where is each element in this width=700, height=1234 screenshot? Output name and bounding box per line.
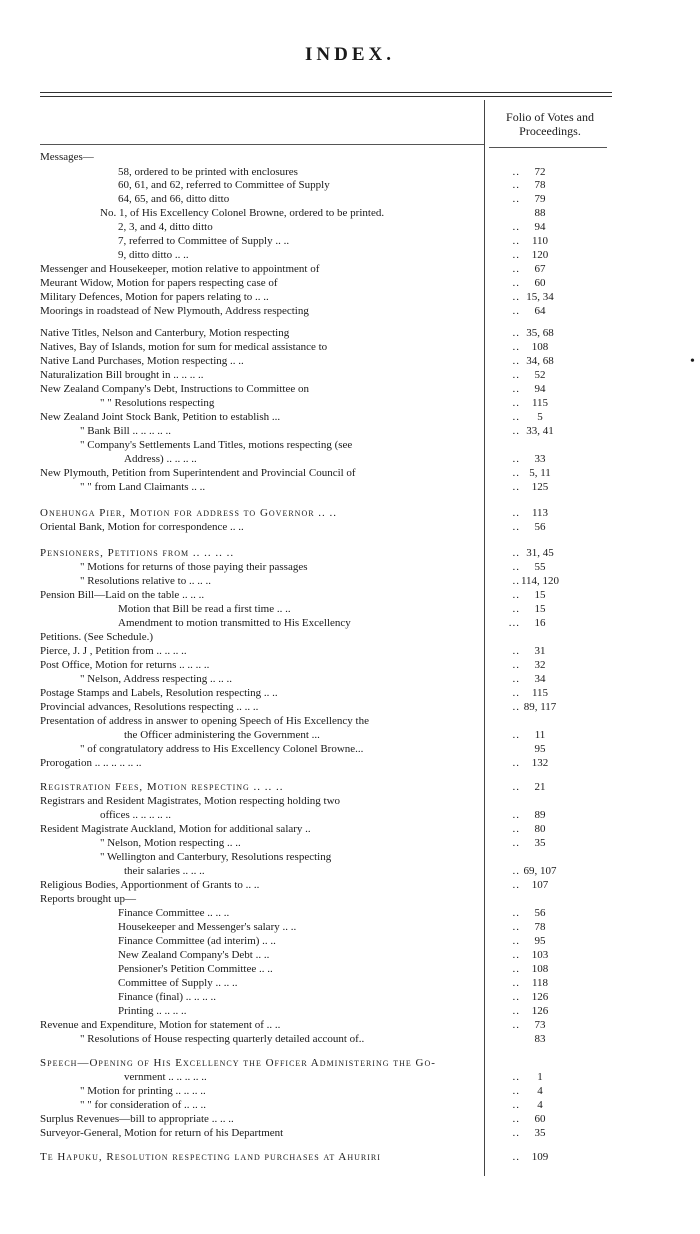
entry-folio: 15 [534,603,546,615]
index-entry [40,304,610,318]
entry-folio: 107 [531,879,549,891]
entry-folio: 79 [534,193,546,205]
entry-text: " " Resolutions respecting [100,397,215,409]
entry-leader-dots: .. [512,1019,520,1031]
entry-leader-dots: .. [512,263,520,275]
entry-folio: 132 [531,757,549,769]
index-entry [40,276,610,290]
index-entry [40,574,610,588]
index-entry [40,506,610,520]
index-entry [40,248,610,262]
entry-leader-dots: .. [512,561,520,573]
entry-folio: 115 [531,687,549,699]
entry-folio: 31, 45 [526,547,554,559]
entry-text: Presentation of address in answer to opening Speech of His Excellency the [40,715,369,727]
entry-folio: 94 [534,221,546,233]
entry-folio: 4 [537,1085,543,1097]
entry-leader-dots: .. [512,781,520,793]
entry-text: Messenger and Housekeeper, motion relative to appointment of [40,263,320,275]
index-entry [40,934,610,948]
entry-text: " Motion for printing .. .. .. .. [80,1085,206,1097]
entry-text: " " from Land Claimants .. .. [80,481,206,493]
entry-leader-dots: .. [512,1151,520,1163]
entry-text: Speech—Opening of His Excellency the Officer Administering the Go- [40,1057,436,1069]
entry-folio: 33 [534,453,546,465]
entry-folio: 15 [534,589,546,601]
entry-folio: 108 [531,963,549,975]
index-entry [40,630,610,644]
entry-folio: 15, 34 [526,291,554,303]
index-entry [40,220,610,234]
entry-folio: 33, 41 [526,425,554,437]
index-entry [40,192,610,206]
index-entry [40,892,610,906]
entry-leader-dots: .. [512,701,520,713]
entry-leader-dots: .. [512,179,520,191]
index-entry [40,438,610,452]
entry-leader-dots: .. [512,921,520,933]
entry-text: Housekeeper and Messenger's salary .. .. [118,921,297,933]
entry-folio: 94 [534,383,546,395]
index-entry [40,822,610,836]
entry-leader-dots: .. [512,673,520,685]
entry-folio: 89, 117 [523,701,557,713]
entry-folio: 32 [534,659,546,671]
index-entry [40,686,610,700]
index-entry [40,976,610,990]
entry-text: " of congratulatory address to His Excellency Colonel Browne... [80,743,364,755]
entry-folio: 5, 11 [529,467,551,479]
entry-text: Meurant Widow, Motion for papers respecting case of [40,277,278,289]
entry-leader-dots: .. [512,547,520,559]
index-entry [40,546,610,560]
entry-leader-dots: .. [512,397,520,409]
entry-text: " Company's Settlements Land Titles, motions respecting (see [80,439,353,451]
entry-folio: 118 [531,977,549,989]
entry-text: New Zealand Company's Debt .. .. [118,949,270,961]
entry-folio: 35, 68 [526,327,554,339]
entry-folio: 89 [534,809,546,821]
index-entry [40,672,610,686]
entry-leader-dots: .. [512,507,520,519]
entry-folio: 125 [531,481,549,493]
index-entry [40,780,610,794]
entry-text: " Bank Bill .. .. .. .. .. [80,425,171,437]
index-entry [40,206,610,220]
entry-leader-dots: .. [512,383,520,395]
entry-text: " Resolutions relative to .. .. .. [80,575,211,587]
entry-folio: 60 [534,1113,546,1125]
entry-leader-dots: .. [512,305,520,317]
index-entry [40,602,610,616]
index-entry [40,326,610,340]
entry-folio: 34, 68 [526,355,554,367]
entry-text: " Nelson, Motion respecting .. .. [100,837,241,849]
entry-leader-dots: .. [512,865,520,877]
entry-leader-dots: .. [512,757,520,769]
entry-leader-dots: .. [512,453,520,465]
entry-leader-dots: .. [512,687,520,699]
entry-leader-dots: .. [512,963,520,975]
entry-text: Pensioners, Petitions from .. .. .. .. [40,547,235,559]
index-entry [40,424,610,438]
index-entry [40,878,610,892]
entry-text: 60, 61, and 62, referred to Committee of Supply [118,179,330,191]
entry-folio: 55 [534,561,546,573]
entry-text: vernment .. .. .. .. .. [124,1071,207,1083]
index-entry [40,480,610,494]
entry-text: Military Defences, Motion for papers relating to .. .. [40,291,269,303]
entry-text: Postage Stamps and Labels, Resolution respecting .. .. [40,687,278,699]
entry-leader-dots: .. [512,1113,520,1125]
entry-text: Finance Committee (ad interim) .. .. [118,935,276,947]
entry-folio: 126 [531,991,549,1003]
entry-text: Surveyor-General, Motion for return of his Department [40,1127,284,1139]
entry-leader-dots: .. [512,729,520,741]
entry-folio: 120 [531,249,549,261]
entry-folio: 114, 120 [520,575,560,587]
index-entry [40,1112,610,1126]
entry-leader-dots: .. [512,166,520,178]
entry-text: Moorings in roadstead of New Plymouth, Address respecting [40,305,309,317]
entry-folio: 69, 107 [523,865,557,877]
entry-text: Resident Magistrate Auckland, Motion for additional salary .. [40,823,311,835]
entry-text: Prorogation .. .. .. .. .. .. [40,757,142,769]
entry-folio: 78 [534,921,546,933]
entry-folio: 126 [531,1005,549,1017]
entry-text: their salaries .. .. .. [124,865,205,877]
entry-leader-dots: .. [512,467,520,479]
entry-text: New Zealand Company's Debt, Instructions to Committee on [40,383,309,395]
index-entry [40,165,610,179]
index-entry [40,850,610,864]
entry-leader-dots: .. [512,589,520,601]
entry-text: " Motions for returns of those paying their passages [80,561,308,573]
entry-text: Motion that Bill be read a first time .. .. [118,603,291,615]
entry-leader-dots: .. [512,949,520,961]
entry-text: " " for consideration of .. .. .. [80,1099,206,1111]
entry-text: Pensioner's Petition Committee .. .. [118,963,273,975]
entry-folio: 88 [534,207,546,219]
entry-leader-dots: .. [512,277,520,289]
entry-leader-dots: .. [512,1005,520,1017]
entry-text: No. 1, of His Excellency Colonel Browne, ordered to be printed. [100,207,385,219]
entry-folio: 56 [534,907,546,919]
entry-text: Petitions. (See Schedule.) [40,631,154,643]
index-entry [40,234,610,248]
entry-text: 9, ditto ditto .. .. [118,249,189,261]
entry-folio: 5 [537,411,543,423]
entry-text: Onehunga Pier, Motion for address to Governor .. .. [40,507,338,519]
entry-folio: 67 [534,263,546,275]
index-entry [40,1126,610,1140]
entry-text: 64, 65, and 66, ditto ditto [118,193,230,205]
index-entry [40,588,610,602]
index-entry [40,290,610,304]
index-entry [40,410,610,424]
entry-folio: 35 [534,1127,546,1139]
entry-leader-dots: .. [512,341,520,353]
entry-text: Naturalization Bill brought in .. .. .. .. [40,369,204,381]
entry-folio: 113 [531,507,549,519]
index-entry [40,560,610,574]
entry-leader-dots: .. [512,603,520,615]
entry-leader-dots: .. [512,575,520,587]
entry-text: offices .. .. .. .. .. [100,809,171,821]
index-entry [40,382,610,396]
index-entry [40,150,610,164]
entry-text: Provincial advances, Resolutions respecting .. .. .. [40,701,259,713]
entry-leader-dots: .. [512,1085,520,1097]
entry-text: Native Titles, Nelson and Canterbury, Motion respecting [40,327,290,339]
folio-heading-line-2: Proceedings. [519,124,581,138]
index-entry [40,340,610,354]
entry-text: Reports brought up— [40,893,136,905]
index-entry [40,920,610,934]
entry-text: " Nelson, Address respecting .. .. .. [80,673,233,685]
index-entry [40,368,610,382]
index-entry [40,836,610,850]
index-entry [40,1070,610,1084]
index-entry [40,794,610,808]
entry-text: Te Hapuku, Resolution respecting land purchases at Ahuriri [40,1151,381,1163]
entry-folio: 72 [534,166,546,178]
entry-folio: 34 [534,673,546,685]
index-entry [40,1150,610,1164]
entry-folio: 115 [531,397,549,409]
entry-folio: 4 [537,1099,543,1111]
entry-leader-dots: ... [508,617,520,629]
entry-leader-dots: .. [512,521,520,533]
entry-text: Amendment to motion transmitted to His Excellency [118,617,351,629]
index-entry [40,520,610,534]
entry-folio: 108 [531,341,549,353]
index-entry [40,1004,610,1018]
index-entry [40,1084,610,1098]
margin-mark: • [690,354,695,369]
entry-text: " Resolutions of House respecting quarterly detailed account of.. [80,1033,365,1045]
entry-leader-dots: .. [512,193,520,205]
entry-text: " Wellington and Canterbury, Resolutions respecting [100,851,332,863]
entry-folio: 83 [534,1033,546,1045]
entry-folio: 109 [531,1151,549,1163]
index-entry [40,466,610,480]
index-entry [40,808,610,822]
entry-text: Messages— [40,151,94,163]
entry-leader-dots: .. [512,1071,520,1083]
entry-text: Finance (final) .. .. .. .. [118,991,217,1003]
index-entry [40,644,610,658]
entry-leader-dots: .. [512,235,520,247]
index-entry [40,906,610,920]
entry-leader-dots: .. [512,1127,520,1139]
entry-leader-dots: .. [512,249,520,261]
entry-text: Finance Committee .. .. .. [118,907,230,919]
entry-leader-dots: .. [512,935,520,947]
entry-text: Committee of Supply .. .. .. [118,977,238,989]
index-entry [40,262,610,276]
index-entry [40,452,610,466]
entry-leader-dots: .. [512,1099,520,1111]
entry-leader-dots: .. [512,327,520,339]
index-entry [40,616,610,630]
entry-leader-dots: .. [512,879,520,891]
entry-leader-dots: .. [512,221,520,233]
entry-leader-dots: .. [512,411,520,423]
entry-folio: 1 [537,1071,543,1083]
index-entry [40,728,610,742]
entry-leader-dots: .. [512,425,520,437]
index-entry [40,864,610,878]
entry-text: 2, 3, and 4, ditto ditto [118,221,213,233]
index-entry [40,1018,610,1032]
index-entry [40,714,610,728]
entry-folio: 95 [534,743,546,755]
index-entry [40,756,610,770]
entry-leader-dots: .. [512,991,520,1003]
entry-folio: 60 [534,277,546,289]
entry-text: Surplus Revenues—bill to appropriate .. .. .. [40,1113,234,1125]
entry-text: New Plymouth, Petition from Superintendent and Provincial Council of [40,467,356,479]
entry-folio: 78 [534,179,546,191]
index-entry [40,396,610,410]
entry-leader-dots: .. [512,355,520,367]
page-title: INDEX. [305,44,395,65]
index-entry [40,658,610,672]
folio-heading-line-1: Folio of Votes and [506,110,594,124]
index-entry [40,962,610,976]
entry-text: Pierce, J. J , Petition from .. .. .. .. [40,645,187,657]
entry-folio: 31 [534,645,546,657]
entry-folio: 103 [531,949,549,961]
index-entry [40,700,610,714]
entry-text: 7, referred to Committee of Supply .. .. [118,235,290,247]
entry-text: Registrars and Resident Magistrates, Motion respecting holding two [40,795,341,807]
index-entry [40,354,610,368]
entry-folio: 16 [534,617,546,629]
entry-leader-dots: .. [512,659,520,671]
entry-text: New Zealand Joint Stock Bank, Petition to establish ... [40,411,281,423]
index-entry [40,1032,610,1046]
entry-text: Religious Bodies, Apportionment of Grants to .. .. [40,879,260,891]
entry-text: Revenue and Expenditure, Motion for statement of .. .. [40,1019,281,1031]
entry-leader-dots: .. [512,809,520,821]
entry-text: Oriental Bank, Motion for correspondence .. .. [40,521,244,533]
entry-folio: 73 [534,1019,546,1031]
entry-text: Natives, Bay of Islands, motion for sum for medical assistance to [40,341,328,353]
entry-text: 58, ordered to be printed with enclosures [118,166,298,178]
entry-folio: 64 [534,305,546,317]
index-entry [40,178,610,192]
entry-leader-dots: .. [512,837,520,849]
entry-folio: 80 [534,823,546,835]
entry-text: Registration Fees, Motion respecting .. .. .. [40,781,284,793]
entry-folio: 35 [534,837,546,849]
entry-text: Post Office, Motion for returns .. .. .. .. [40,659,210,671]
index-entry [40,1098,610,1112]
entry-leader-dots: .. [512,481,520,493]
entry-leader-dots: .. [512,369,520,381]
entry-folio: 95 [534,935,546,947]
entry-text: the Officer administering the Government ... [124,729,320,741]
index-entry [40,1056,610,1070]
entry-leader-dots: .. [512,977,520,989]
entry-text: Printing .. .. .. .. [118,1005,187,1017]
index-entry [40,742,610,756]
index-entry [40,948,610,962]
entry-leader-dots: .. [512,291,520,303]
entry-text: Address) .. .. .. .. [124,453,197,465]
entry-folio: 52 [534,369,546,381]
entry-text: Native Land Purchases, Motion respecting .. .. [40,355,244,367]
entry-folio: 56 [534,521,546,533]
entry-text: Pension Bill—Laid on the table .. .. .. [40,589,205,601]
entry-folio: 11 [534,729,546,741]
entry-leader-dots: .. [512,907,520,919]
entry-leader-dots: .. [512,823,520,835]
entry-folio: 110 [531,235,549,247]
entry-folio: 21 [534,781,546,793]
entry-leader-dots: .. [512,645,520,657]
index-entry [40,990,610,1004]
